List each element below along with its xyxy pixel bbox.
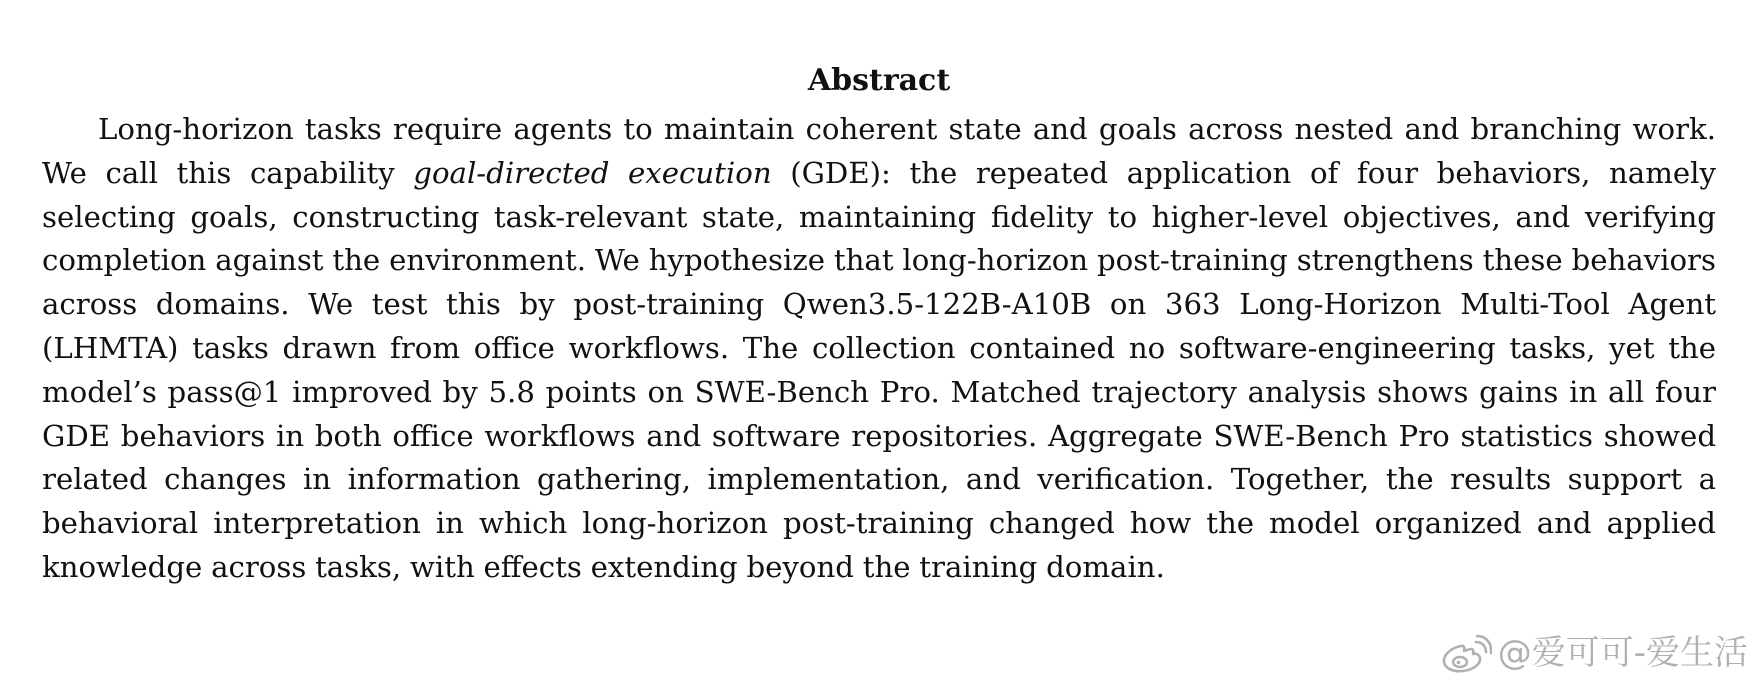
abstract-paragraph xyxy=(42,108,1716,590)
weibo-icon xyxy=(1440,632,1492,674)
watermark xyxy=(1440,632,1748,674)
paper-page xyxy=(42,62,1716,590)
abstract-text-rest: (GDE): the repeated application of four behaviors, namely selecting goals, constructing task-relevant state, maintaining fidelity to higher-level objectives, and verifying completion against the environment. We hypothesize that long-horizon post-training strengthens these behaviors across domains. We test this by post-training Qwen3.5-122B-A10B on 363 Long-Horizon Multi-Tool Agent (LHMTA) tasks drawn from office workflows. The collection contained no software-engineering tasks, yet the model’s pass@1 improved by 5.8 points on SWE-Bench Pro. Matched trajectory analysis shows gains in all four GDE behaviors in both office workflows and software repositories. Aggregate SWE-Bench Pro statistics showed related changes in information gathering, implementation, and verification. Together, the results support a behavioral interpretation in which long-horizon post-training changed how the model organized and applied knowledge across tasks, with effects extending beyond the training domain. xyxy=(42,155,1716,584)
abstract-text-start: Long-horizon tasks require agents to maintain coherent state and goals across nested and branching work. We call this capability xyxy=(42,112,1716,190)
watermark-text: @爱可可-爱生活 xyxy=(1497,633,1748,673)
abstract-emphasis: goal-directed execution xyxy=(413,155,772,190)
abstract-heading: Abstract xyxy=(807,63,951,98)
